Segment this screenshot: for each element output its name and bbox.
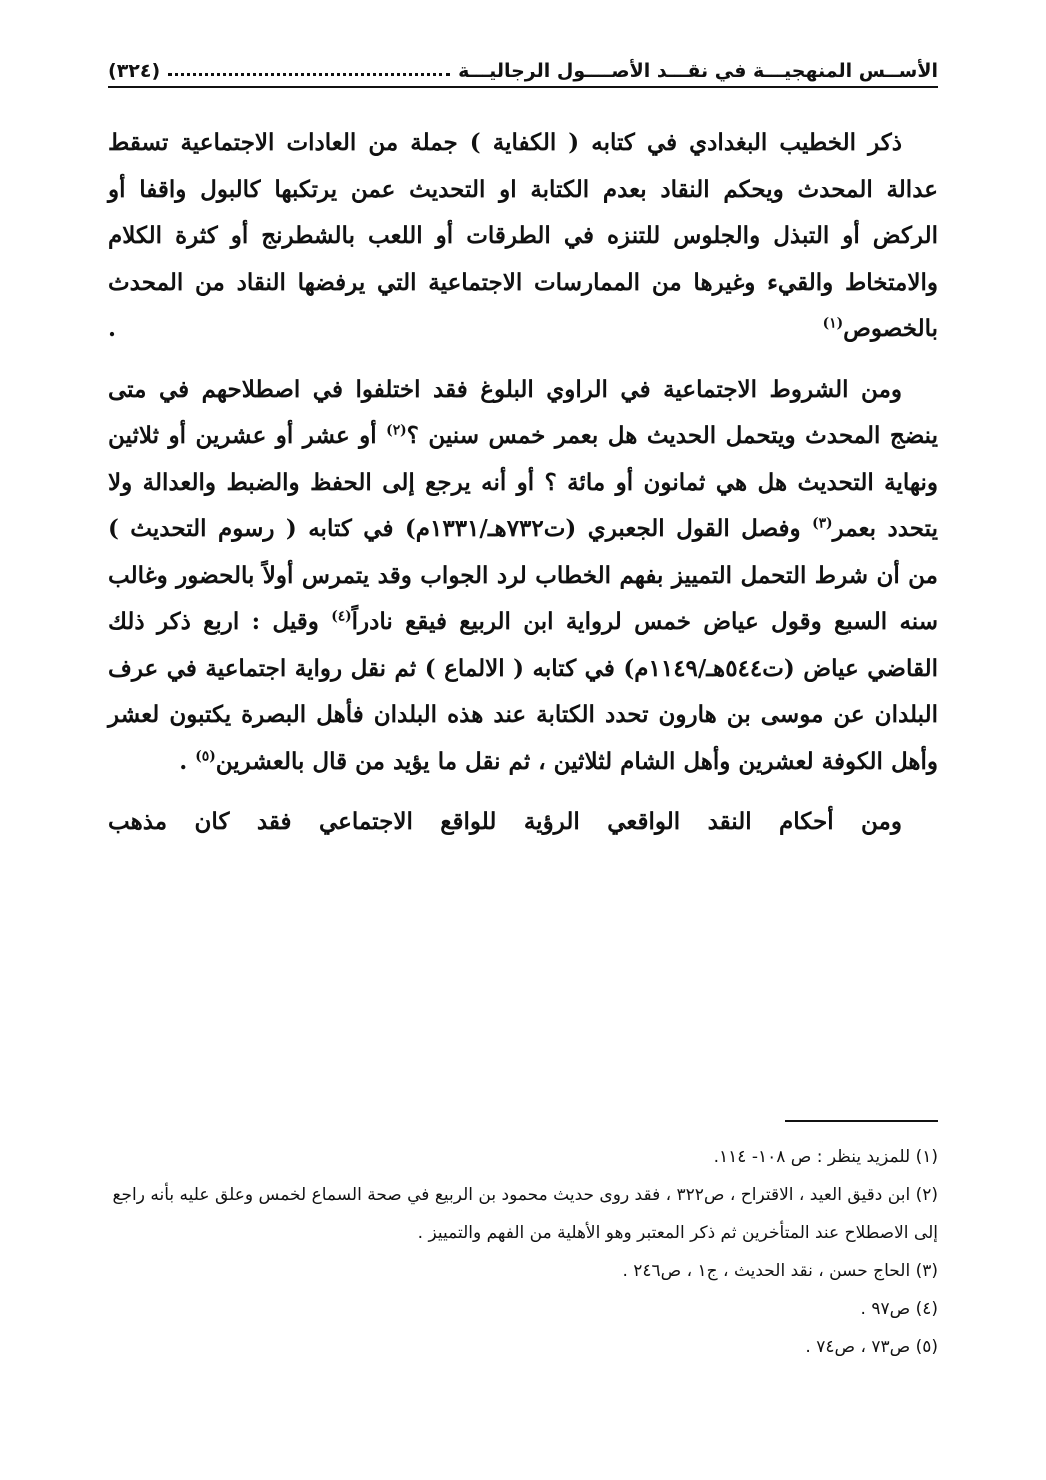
paragraph-1 — [108, 120, 938, 353]
footnote-ref-1: (١) — [822, 315, 844, 332]
footnote-number: (١) — [915, 1147, 938, 1167]
footnote-number: (٣) — [915, 1261, 938, 1281]
header-title: الأســس المنهجيـــة في نقـــد الأصــــول الرجاليـــة — [458, 60, 938, 82]
footnote-3 — [108, 1252, 938, 1290]
footnote-1 — [108, 1138, 938, 1176]
paragraph-3-text: ومن أحكام النقد الواقعي الرؤية للواقع الاجتماعي فقد كان مذهب — [108, 808, 902, 835]
footnote-ref-2: (٢) — [386, 422, 407, 439]
paragraph-2 — [108, 367, 938, 786]
footnote-text: الحاج حسن ، نقد الحديث ، ج١ ، ص٢٤٦ . — [622, 1261, 911, 1281]
paragraph-3 — [108, 799, 938, 846]
footnotes — [108, 1138, 938, 1366]
footnote-2 — [108, 1176, 938, 1252]
paragraph-2-part-3: وفصل القول الجعبري (ت٧٣٢هـ/١٣٣١م) في كتابه ( رسوم التحديث ) من أن شرط التحمل التمييز بفهم الخطاب لرد الجواب وقد يتمرس أولاً بالحضور وغالب سنه السبع وقول عياض خمس لرواية ابن الربيع فيقع نادراً — [108, 515, 938, 635]
footnote-4 — [108, 1290, 938, 1328]
footnote-number: (٢) — [915, 1185, 938, 1205]
header-dot-leader — [168, 73, 450, 76]
page-number: (٣٢٤) — [108, 60, 161, 82]
paragraph-2-part-1: ومن الشروط الاجتماعية في الراوي البلوغ فقد اختلفوا في اصطلاحهم في متى ينضج المحدث ويتحمل الحديث هل بعمر خمس سنين ؟ — [108, 375, 938, 449]
footnote-text: للمزيد ينظر : ص ١٠٨- ١١٤. — [713, 1147, 911, 1167]
footnote-divider — [785, 1120, 938, 1122]
footnote-text: ص٧٣ ، ص٧٤ . — [805, 1337, 911, 1357]
main-text — [108, 120, 938, 860]
running-header — [108, 50, 938, 88]
footnote-number: (٤) — [915, 1299, 938, 1319]
footnote-ref-3: (٣) — [812, 515, 833, 532]
footnote-text: ص٩٧ . — [860, 1299, 911, 1319]
footnote-ref-5: (٥) — [195, 747, 216, 764]
footnote-ref-4: (٤) — [331, 608, 352, 625]
paragraph-2-part-4: وقيل : اربع ذكر ذلك القاضي عياض (ت٥٤٤هـ/١١٤٩م) في كتابه ( الالماع ) ثم نقل رواية اجتماعية في عرف البلدان عن موسى بن هارون تحدد الكتابة عند هذه البلدان فأهل البصرة يكتبون لعشر وأهل الكوفة لعشرين وأهل الشام لثلاثين ، ثم نقل ما يؤيد من قال بالعشرين — [108, 608, 938, 775]
footnote-number: (٥) — [915, 1337, 938, 1357]
paragraph-2-part-2: أو عشر أو عشرين أو ثلاثين ونهاية التحديث هل هي ثمانون أو مائة ؟ أو أنه يرجع إلى الحفظ والضبط والعدالة ولا يتحدد بعمر — [108, 422, 938, 542]
paragraph-1-text: ذكر الخطيب البغدادي في كتابه ( الكفاية ) جملة من العادات الاجتماعية تسقط عدالة المحدث ويحكم النقاد بعدم الكتابة او التحديث عمن يرتكبها كالبول واقفا أو الركض أو التبذل والجلوس للتنزه في الطرقات أو اللعب بالشطرنج أو كثرة الكلام والامتخاط والقيء وغيرها من الممارسات الاجتماعية التي يرفضها النقاد من المحدث بالخصوص — [108, 129, 938, 342]
paragraph-1-tail: . — [108, 315, 823, 342]
footnote-5 — [108, 1328, 938, 1366]
footnote-text: ابن دقيق العيد ، الاقتراح ، ص٣٢٢ ، فقد روى حديث محمود بن الربيع في صحة السماع لخمس وعلق عليه بأنه راجع إلى الاصطلاح عند المتأخرين ثم ذكر المعتبر وهو الأهلية من الفهم والتمييز . — [112, 1185, 938, 1243]
paragraph-2-part-5: . — [179, 747, 196, 775]
